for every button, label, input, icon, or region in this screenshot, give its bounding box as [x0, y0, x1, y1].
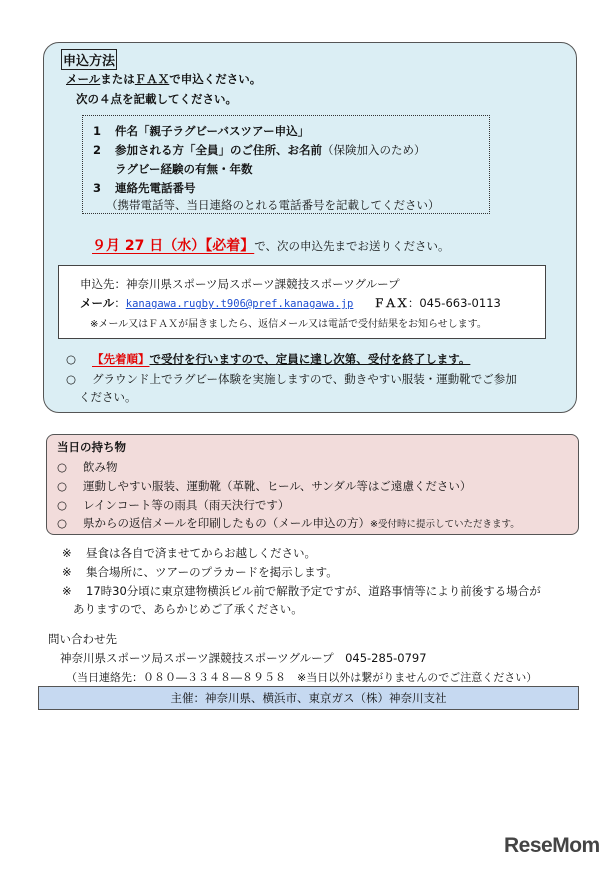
- application-heading: 申込方法: [61, 49, 117, 70]
- day-contact: （当日連絡先：０８０―３３４８―８９５８ ※当日以外は繋がりませんのでご注意ください）: [66, 671, 538, 684]
- note-text: 17時30分頃に東京建物横浜ビル前で解散予定ですが、道路事情等により前後する場合が: [86, 584, 541, 598]
- organizer-bar: 主催：神奈川県、横浜市、東京ガス（株）神奈川支社: [38, 686, 579, 710]
- item-number: 2: [93, 143, 102, 157]
- note-item: [62, 564, 338, 580]
- item-text: 参加される方「全員」のご住所、お名前: [115, 143, 322, 157]
- note-text: 集合場所に、ツアーのプラカードを掲示します。: [86, 565, 338, 579]
- fax-number: ：045-663-0113: [407, 296, 501, 310]
- note-text: 昼食は各自で済ませてからお越しください。: [86, 546, 316, 560]
- circle-bullet-icon: ○: [57, 479, 68, 493]
- clothing-text: グラウンド上でラグビー体験を実施しますので、動きやすい服装・運動靴でご参加: [92, 372, 517, 386]
- clothing-notice-cont: ください。: [79, 390, 137, 404]
- circle-bullet-icon: ○: [57, 498, 68, 512]
- contact-heading: 問い合わせ先: [48, 632, 117, 646]
- reference-mark-icon: ※: [62, 546, 72, 560]
- mail-label: メール: [80, 296, 115, 310]
- mail-word: メール: [66, 72, 101, 86]
- belonging-item: [57, 515, 520, 531]
- contact-org: 神奈川県スポーツ局スポーツ課競技スポーツグループ 045-285-0797: [60, 651, 427, 665]
- clothing-notice: [66, 371, 517, 387]
- or-word: または: [100, 72, 135, 86]
- item-text: レインコート等の雨具（雨天決行です）: [83, 498, 290, 512]
- apply-instruction: [66, 71, 261, 87]
- email-link[interactable]: kanagawa.rugby.t906@pref.kanagawa.jp: [125, 298, 354, 310]
- item-note: ※受付時に提示していただきます。: [370, 519, 520, 530]
- fax-word: ＦＡＸ: [134, 72, 170, 86]
- circle-bullet-icon: ○: [57, 460, 68, 474]
- required-item: ラグビー経験の有無・年数: [115, 162, 253, 176]
- circle-bullet-icon: ○: [66, 372, 77, 386]
- reference-mark-icon: ※: [62, 584, 72, 598]
- apply-requirements: 次の４点を記載してください。: [76, 92, 237, 106]
- first-come-label: 【先着順】: [92, 352, 150, 366]
- required-item: [93, 142, 426, 158]
- item-note: （保険加入のため）: [322, 143, 426, 157]
- item-number: 1: [93, 124, 102, 138]
- separator: ：: [114, 296, 126, 310]
- first-come-text: で受付を行いますので、定員に達し次第、受付を終了します。: [149, 352, 471, 366]
- item-text: 連絡先電話番号: [115, 181, 196, 195]
- item-text: 県からの返信メールを印刷したもの（メール申込の方）: [83, 516, 371, 530]
- item-text: 飲み物: [83, 460, 118, 474]
- item-text: 運動しやすい服装、運動靴（革靴、ヒール、サンダル等はご遠慮ください）: [83, 479, 472, 493]
- instruction-rest: で申込ください。: [169, 72, 262, 86]
- deadline-line: [92, 235, 450, 255]
- note-cont: ありますので、あらかじめご了承ください。: [73, 602, 303, 616]
- required-item: [93, 123, 309, 139]
- reference-mark-icon: ※: [62, 565, 72, 579]
- deadline-rest: で、次の申込先までお送りください。: [254, 239, 450, 253]
- destination-label: 申込先：神奈川県スポーツ局スポーツ課競技スポーツグループ: [80, 277, 400, 291]
- note-item: [62, 583, 541, 599]
- belonging-item: [57, 497, 289, 513]
- item-text: 件名「親子ラグビーバスツアー申込」: [115, 124, 310, 138]
- first-come-notice: [66, 351, 470, 367]
- item-number: 3: [93, 181, 102, 195]
- fax-label: ＦＡＸ: [373, 296, 408, 310]
- belongings-heading: 当日の持ち物: [57, 440, 126, 454]
- circle-bullet-icon: ○: [66, 352, 77, 366]
- required-item-note: （携帯電話等、当日連絡のとれる電話番号を記載してください）: [106, 198, 440, 212]
- contact-line: [80, 295, 501, 311]
- belonging-item: [57, 459, 118, 475]
- required-item: [93, 180, 196, 196]
- belonging-item: [57, 478, 471, 494]
- reply-note: ※メール又はＦＡＸが届きましたら、返信メール又は電話で受付結果をお知らせします。: [90, 319, 487, 330]
- resemom-watermark-logo: ReseMom: [504, 834, 600, 857]
- circle-bullet-icon: ○: [57, 516, 68, 530]
- deadline: ９月 27 日（水）【必着】: [92, 238, 255, 254]
- note-item: [62, 545, 316, 561]
